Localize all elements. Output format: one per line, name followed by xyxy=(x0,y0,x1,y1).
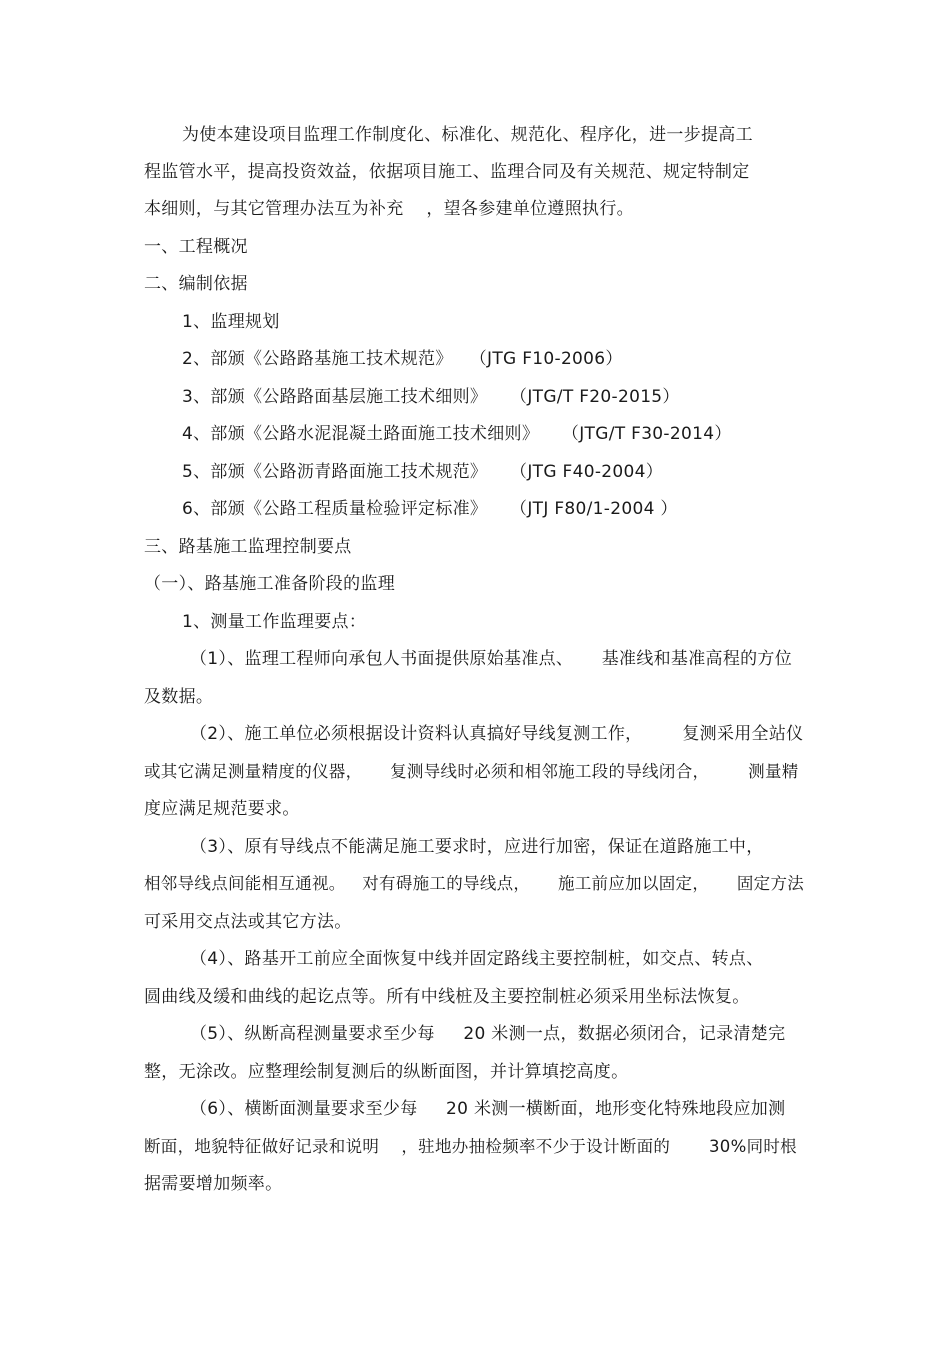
intro-line-3: 本细则，与其它管理办法互为补充 ，望各参建单位遵照执行。 xyxy=(144,199,634,219)
item-heading-survey: 1、测量工作监理要点： xyxy=(182,612,367,632)
point-5-line-1: （5）、纵断高程测量要求至少每 20 米测一点，数据必须闭合，记录清楚完 xyxy=(190,1024,786,1044)
point-1-line-1: （1）、监理工程师向承包人书面提供原始基准点、 基准线和基准高程的方位 xyxy=(190,649,793,669)
point-3-line-2: 相邻导线点间能相互通视。 对有碍施工的导线点， 施工前应加以固定， 固定方法 xyxy=(144,874,805,893)
point-2-line-1: （2）、施工单位必须根据设计资料认真搞好导线复测工作， 复测采用全站仪 xyxy=(190,724,804,744)
point-1-line-2: 及数据。 xyxy=(144,687,214,707)
point-4-line-1: （4）、路基开工前应全面恢复中线并固定路线主要控制桩，如交点、转点、 xyxy=(190,949,764,969)
section-heading-subgrade: 三、路基施工监理控制要点 xyxy=(144,537,352,557)
basis-item-4: 4、部颁《公路水泥混凝土路面施工技术细则》 （JTG/T F30-2014） xyxy=(182,424,732,444)
point-5-line-2: 整，无涂改。应整理绘制复测后的纵断面图，并计算填挖高度。 xyxy=(144,1062,629,1082)
point-6-line-1: （6）、横断面测量要求至少每 20 米测一横断面，地形变化特殊地段应加测 xyxy=(190,1099,786,1119)
point-2-line-2: 或其它满足测量精度的仪器， 复测导线时必须和相邻施工段的导线闭合， 测量精 xyxy=(144,762,799,781)
intro-line-2: 程监管水平，提高投资效益，依据项目施工、监理合同及有关规范、规定特制定 xyxy=(144,162,750,182)
section-heading-overview: 一、工程概况 xyxy=(144,237,248,257)
basis-item-1: 1、监理规划 xyxy=(182,312,280,332)
basis-item-6: 6、部颁《公路工程质量检验评定标准》 （JTJ F80/1-2004 ） xyxy=(182,499,678,519)
point-6-line-3: 据需要增加频率。 xyxy=(144,1174,283,1194)
section-heading-basis: 二、编制依据 xyxy=(144,274,248,294)
point-6-line-2: 断面，地貌特征做好记录和说明 ，驻地办抽检频率不少于设计断面的 30%同时根 xyxy=(144,1137,797,1156)
basis-item-5: 5、部颁《公路沥青路面施工技术规范》 （JTG F40-2004） xyxy=(182,462,664,482)
basis-item-2: 2、部颁《公路路基施工技术规范》 （JTG F10-2006） xyxy=(182,349,623,369)
point-3-line-3: 可采用交点法或其它方法。 xyxy=(144,912,352,932)
intro-line-1: 为使本建设项目监理工作制度化、标准化、规范化、程序化，进一步提高工 xyxy=(182,125,753,145)
basis-item-3: 3、部颁《公路路面基层施工技术细则》 （JTG/T F20-2015） xyxy=(182,387,680,407)
subsection-heading-prep: （一）、路基施工准备阶段的监理 xyxy=(144,574,395,594)
point-4-line-2: 圆曲线及缓和曲线的起讫点等。所有中线桩及主要控制桩必须采用坐标法恢复。 xyxy=(144,987,750,1007)
point-3-line-1: （3）、原有导线点不能满足施工要求时，应进行加密，保证在道路施工中， xyxy=(190,837,764,857)
point-2-line-3: 度应满足规范要求。 xyxy=(144,799,300,819)
